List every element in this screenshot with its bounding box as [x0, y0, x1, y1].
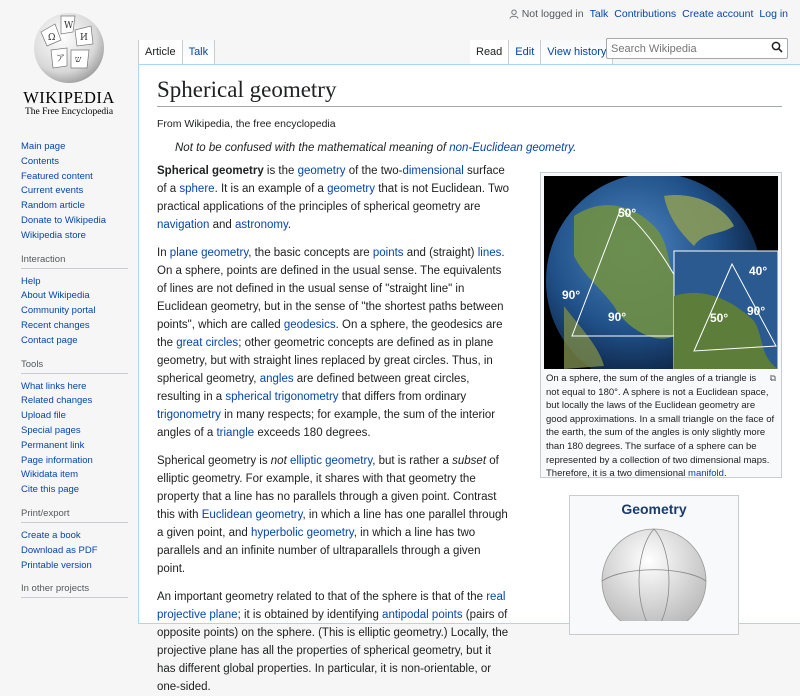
article-link[interactable]: antipodal points — [382, 609, 463, 621]
sidebar-heading-tools: Tools — [21, 359, 128, 374]
sidebar-item-help[interactable]: Help — [21, 275, 41, 287]
infobox-caption — [544, 369, 778, 481]
article-link[interactable]: Euclidean geometry — [201, 509, 303, 521]
not-logged-in-label: Not logged in — [521, 8, 584, 20]
svg-text:W: W — [64, 21, 74, 31]
article-link[interactable]: navigation — [157, 219, 210, 231]
angle-label: 90° — [608, 310, 627, 324]
hatnote-end: . — [573, 142, 577, 154]
article-link[interactable]: spherical trigonometry — [225, 391, 339, 403]
svg-text:ש: ש — [75, 55, 82, 65]
italic-text: not — [270, 455, 287, 467]
article-link[interactable]: lines — [477, 247, 502, 259]
sidebar-item-upload-file[interactable]: Upload file — [21, 410, 66, 422]
not-logged-in — [509, 8, 584, 20]
article-link[interactable]: elliptic geometry — [289, 455, 373, 467]
angle-label: 50° — [618, 206, 637, 220]
paragraph: An important geometry related to that of the sphere is that of the real projective plane; it is obtained by identifying antipodal points (pairs of opposite points) on the sphere. (This is elliptic geometry.) Locally, the projective plane has all the properties of spherical geometry, but it has different global properties. In particular, it is non-orientable, or one-sided. — [157, 591, 509, 693]
article-link[interactable]: triangle — [216, 427, 255, 439]
angle-label: 50° — [710, 311, 729, 325]
sidebar-item-about[interactable]: About Wikipedia — [21, 290, 90, 302]
page-title: Spherical geometry — [157, 77, 782, 107]
user-icon — [509, 9, 519, 19]
sidebar-heading-interaction: Interaction — [21, 254, 128, 269]
caption-link[interactable]: manifold — [688, 468, 724, 480]
paragraph: Spherical geometry is not elliptic geometry, but is rather a subset of elliptic geometry. For example, it shares with that geometry the property that a line has no parallels through a given point. Contrast this with Euclidean geometry, in which a line has one parallel through a given point, and hyperbolic geometry, in which a line has two parallels and an infinite number of ultraparallels through a given point. — [157, 455, 508, 575]
wikipedia-logo[interactable] — [10, 10, 128, 122]
talk-link[interactable]: Talk — [589, 8, 609, 20]
sidebar-item-store[interactable]: Wikipedia store — [21, 229, 86, 241]
article-link[interactable]: geodesics — [283, 319, 336, 331]
italic-text: subset — [452, 455, 487, 467]
sidebar-item-permanent-link[interactable]: Permanent link — [21, 439, 85, 451]
log-in-link[interactable]: Log in — [759, 8, 788, 20]
tab-talk[interactable]: Talk — [183, 40, 216, 64]
search-icon — [771, 41, 783, 53]
sidebar-item-related-changes[interactable]: Related changes — [21, 395, 93, 407]
article-link[interactable]: angles — [259, 373, 294, 385]
namespace-tabs — [138, 40, 215, 64]
search-button[interactable] — [767, 41, 787, 56]
logo-wordmark: WIKIPEDIA — [23, 88, 115, 107]
contributions-link[interactable]: Contributions — [614, 8, 677, 20]
sidebar-item-contact-page[interactable]: Contact page — [21, 334, 78, 346]
sidebar-item-wikidata-item[interactable]: Wikidata item — [21, 469, 79, 481]
hatnote-text: Not to be confused with the mathematical meaning of — [175, 142, 450, 154]
sidebar-item-community-portal[interactable]: Community portal — [21, 305, 96, 317]
sidebar-navigation — [0, 140, 138, 244]
article-link[interactable]: geometry — [327, 183, 376, 195]
sidebox-title: Geometry — [621, 501, 687, 517]
paragraph: Spherical geometry is the geometry of the two-dimensional surface of a sphere. It is an example of a geometry that is not Euclidean. Two practical applications of the principles of spherical geometry are navigation and astronomy. — [157, 165, 510, 231]
sidebar-item-main-page[interactable]: Main page — [21, 141, 66, 152]
hatnote-link[interactable]: non-Euclidean geometry — [449, 142, 574, 154]
sidebar-heading-other-projects: In other projects — [21, 583, 128, 598]
search-box — [606, 38, 788, 59]
sidebar-item-contents[interactable]: Contents — [21, 155, 60, 167]
tab-article[interactable]: Article — [138, 40, 183, 64]
svg-text:ア: ア — [56, 54, 66, 64]
sidebar — [0, 140, 138, 608]
tab-read[interactable]: Read — [470, 40, 509, 64]
angle-label: 90° — [747, 304, 766, 318]
magnify-icon[interactable]: ⧉ — [769, 373, 776, 383]
sidebar-item-download-pdf[interactable]: Download as PDF — [21, 544, 98, 556]
caption-text: On a sphere, the sum of the angles of a triangle is not equal to 180°. A sphere is not a Euclidean space, but locally the laws of the Euclidean geometry are good approximations. In a small triangle on the face of the earth, the sum of the angles is only slightly more than 180 degrees. The surface of a sphere can be represented by a collection of two dimensional maps. Therefore, it is a two dimensional — [546, 373, 775, 480]
sidebar-heading-print-export: Print/export — [21, 508, 128, 523]
sidebar-interaction — [0, 254, 138, 349]
caption-end: . — [723, 468, 727, 480]
article-link[interactable]: great circles — [176, 337, 239, 349]
sidebar-item-what-links-here[interactable]: What links here — [21, 380, 87, 392]
wikipedia-globe-icon — [31, 10, 107, 86]
sidebar-item-cite-this-page[interactable]: Cite this page — [21, 484, 80, 496]
infobox-image — [540, 172, 782, 478]
article-link[interactable]: astronomy — [235, 219, 288, 231]
tab-edit[interactable]: Edit — [509, 40, 541, 64]
sidebar-other-projects — [0, 583, 138, 598]
sidebar-tools — [0, 359, 138, 498]
paragraph: In plane geometry, the basic concepts are points and (straight) lines. On a sphere, points are defined in the usual sense. The equivalents of lines are not defined in the usual sense of "straight line" in Euclidean geometry, but in the sense of "the shortest paths between points", which are called geodesics. On a sphere, the geodesics are the great circles; other geometric concepts are defined as in plane geometry, but with straight lines replaced by great circles. Thus, in spherical geometry, angles are defined between great circles, resulting in a spherical trigonometry that differs from ordinary trigonometry in many respects; for example, the sum of the interior angles of a triangle exceeds 180 degrees. — [157, 247, 505, 439]
svg-text:И: И — [80, 33, 88, 43]
angle-label: 90° — [562, 288, 581, 302]
article-link[interactable]: trigonometry — [157, 409, 221, 421]
article-link[interactable]: real projective plane — [157, 591, 506, 621]
bold-term: Spherical geometry — [157, 165, 264, 177]
article-link[interactable]: plane geometry — [169, 247, 249, 259]
angle-label: 40° — [749, 264, 768, 278]
article-link[interactable]: geometry — [297, 165, 346, 177]
spherical-triangle-image[interactable] — [544, 176, 778, 369]
sidebar-item-random-article[interactable]: Random article — [21, 200, 85, 212]
sidebar-item-printable-version[interactable]: Printable version — [21, 559, 92, 571]
article-link[interactable]: sphere — [179, 183, 215, 195]
tab-view-history[interactable]: View history — [541, 40, 613, 64]
article-link[interactable]: dimensional — [402, 165, 464, 177]
svg-text:Ω: Ω — [48, 33, 56, 43]
article-link[interactable]: hyperbolic geometry — [251, 527, 354, 539]
sphere-illustration — [594, 521, 714, 621]
sidebar-item-featured-content[interactable]: Featured content — [21, 170, 93, 182]
sidebar-item-special-pages[interactable]: Special pages — [21, 424, 81, 436]
article-content — [138, 64, 800, 693]
hatnote — [175, 142, 782, 154]
sidebar-item-page-information[interactable]: Page information — [21, 454, 93, 466]
personal-tools — [509, 8, 788, 20]
view-tabs — [470, 40, 613, 64]
sidebar-item-donate[interactable]: Donate to Wikipedia — [21, 214, 107, 226]
create-account-link[interactable]: Create account — [682, 8, 754, 20]
sidebar-print-export — [0, 508, 138, 573]
site-subtitle: From Wikipedia, the free encyclopedia — [157, 118, 336, 130]
sidebar-item-recent-changes[interactable]: Recent changes — [21, 319, 90, 331]
search-input[interactable] — [607, 43, 767, 55]
sidebar-item-create-book[interactable]: Create a book — [21, 529, 81, 541]
geometry-sidebar-box — [569, 495, 739, 635]
sidebar-item-current-events[interactable]: Current events — [21, 185, 84, 197]
globe-illustration — [544, 176, 778, 369]
article-link[interactable]: points — [372, 247, 404, 259]
logo-tagline: The Free Encyclopedia — [24, 107, 114, 117]
